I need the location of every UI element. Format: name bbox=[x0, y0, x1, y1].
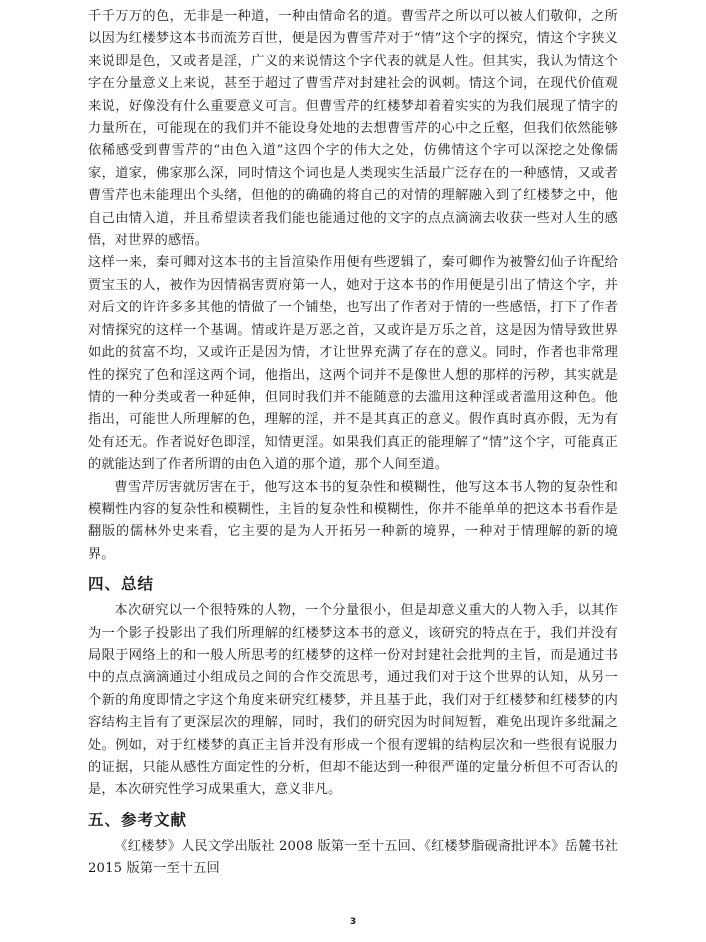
section-heading-references: 五、参考文献 bbox=[88, 810, 188, 829]
body-paragraph-3: 曹雪芹厉害就厉害在于，他写这本书的复杂性和模糊性，他写这本书人物的复杂性和模糊性内容的复杂性和模糊性，主旨的复杂性和模糊性，你并不能单单的把这本书看作是翻版的儒林外史来看，它主要的是为人开拓另一种新的境界，一种对于情理解的新的境界。 bbox=[88, 479, 618, 562]
body-paragraph-2: 这样一来，秦可卿对这本书的主旨渲染作用便有些逻辑了，秦可卿作为被警幻仙子许配给贾宝玉的人，被作为因情祸害贾府第一人，她对于这本书的作用便是引出了情这个字，并对后文的许许多多其他的情做了一个铺垫，也写出了作者对于情的一些感悟，打下了作者对情探究的这样一个基调。情或许是万恶之首，又或许是万乐之首，这是因为情导致世界如此的贫富不均，又或许正是因为情，才让世界充满了存在的意义。同时，作者也非常理性的探究了色和淫这两个词，他指出，这两个词并不是像世人想的那样的污秽，其实就是情的一种分类或者一种延伸，但同时我们并不能随意的去滥用这种淫或者滥用这种色。他指出，可能世人所理解的色，理解的淫，并不是其真正的意义。假作真时真亦假，无为有处有还无。作者说好色即淫，知情更淫。如果我们真正的能理解了“情”这个字，可能真正的就能达到了作者所谓的由色入道的那个道，那个人间至道。 bbox=[88, 255, 618, 473]
section-heading-summary: 四、总结 bbox=[88, 575, 155, 594]
body-paragraph-1: 千千万万的色，无非是一种道，一种由情命名的道。曹雪芹之所以可以被人们敬仰，之所以因为红楼梦这本书而流芳百世，便是因为曹雪芹对于“情”这个字的探究，情这个字狭义来说即是色，又或者是淫，广义的来说情这个字代表的就是人性。但其实，我认为情这个字在分量意义上来说，甚至于超过了曹雪芹对封建社会的讽刺。情这个词，在现代价值观来说，好像没有什么重要意义可言。但曹雪芹的红楼梦却着着实实的为我们展现了情字的力量所在，可能现在的我们并不能设身处地的去想曹雪芹的心中之丘壑，但我们依然能够依稀感受到曹雪芹的“由色入道”这四个字的伟大之处，仿佛情这个字可以深挖之处像儒家，道家，佛家那么深，同时情这个词也是人类现实生活最广泛存在的一种感情，又或者曹雪芹也未能理出个头绪，但他的的确确的将自己的对情的理解融入到了红楼梦之中，他自己由情入道，并且希望读者我们能也能通过他的文字的点点滴滴去收获一些对人生的感悟，对世界的感悟。 bbox=[88, 9, 618, 249]
references-paragraph: 《红楼梦》人民文学出版社 2008 版第一至十五回、《红楼梦脂砚斋批评本》岳麓书社 2015 版第一至十五回 bbox=[88, 838, 618, 877]
document-page bbox=[88, 6, 618, 881]
summary-paragraph: 本次研究以一个很特殊的人物，一个分量很小，但是却意义重大的人物入手，以其作为一个影子投影出了我们所理解的红楼梦这本书的意义，该研究的特点在于，我们并没有局限于网络上的和一般人所思考的红楼梦的这样一份对封建社会批判的主旨，而是通过书中的点点滴滴通过小组成员之间的合作交流思考，通过我们对于这个世界的认知，从另一个新的角度即情之字这个角度来研究红楼梦，并且基于此，我们对于红楼梦和红楼梦的内容结构主旨有了更深层次的理解，同时，我们的研究因为时间短暂，难免出现许多纰漏之处。例如，对于红楼梦的真正主旨并没有形成一个很有逻辑的结构层次和一些很有说服力的证据，只能从感性方面定性的分析，但却不能达到一种很严谨的定量分析但不可否认的是，本次研究性学习成果重大，意义非凡。 bbox=[88, 603, 618, 798]
page-number: 3 bbox=[349, 917, 357, 927]
